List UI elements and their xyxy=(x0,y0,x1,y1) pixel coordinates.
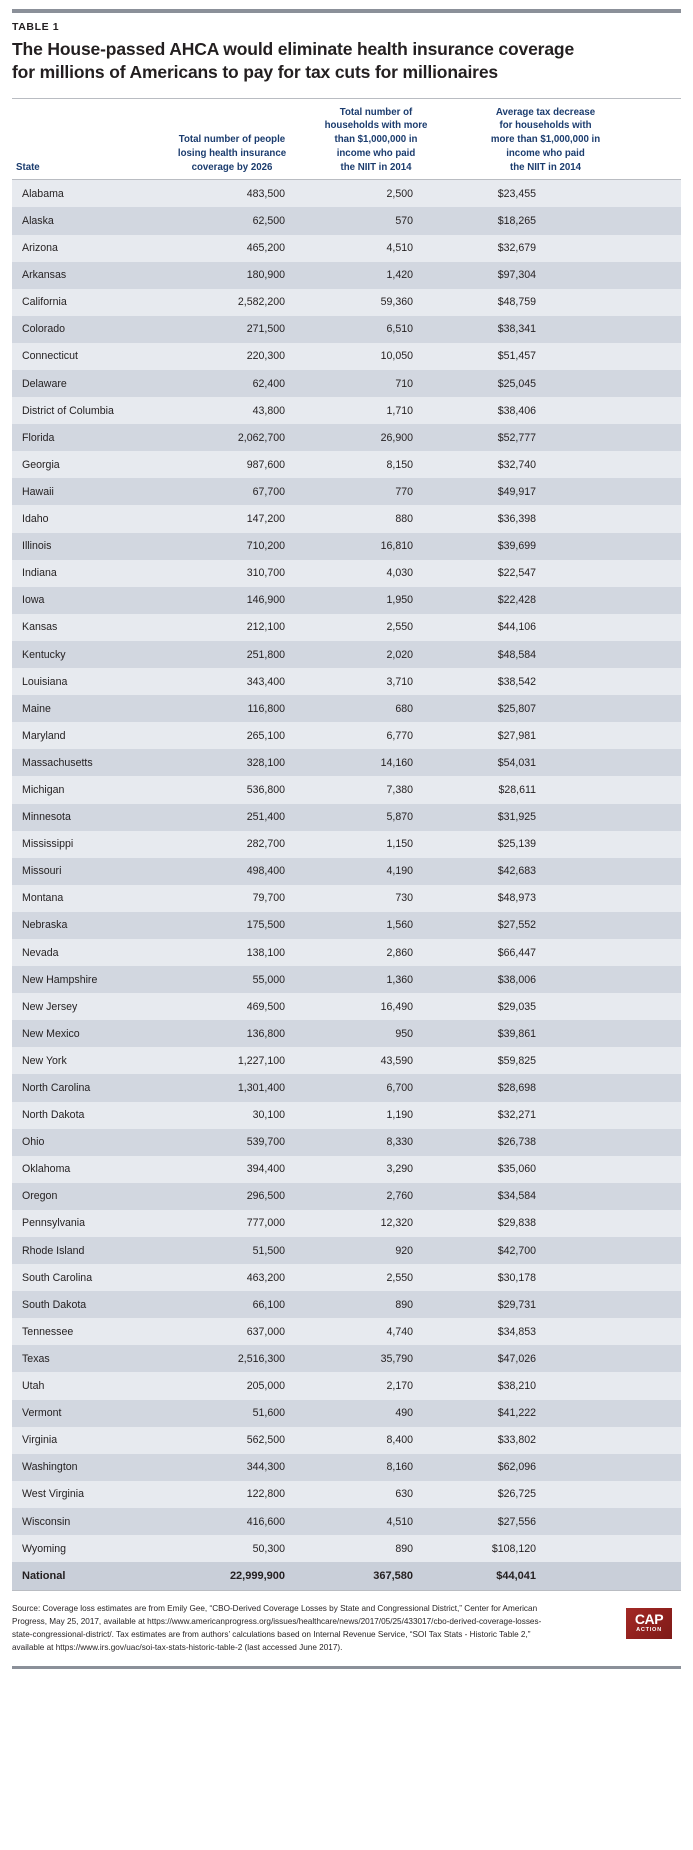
cell-state: Arkansas xyxy=(22,269,67,282)
cell-households: 10,050 xyxy=(380,350,413,363)
cell-households: 570 xyxy=(395,215,413,227)
cell-coverage: 282,700 xyxy=(246,838,285,851)
cell-state: New Jersey xyxy=(22,1000,78,1013)
cell-state: Oregon xyxy=(22,1190,58,1203)
cell-tax-decrease: $32,271 xyxy=(497,1109,536,1122)
cell-state: National xyxy=(22,1569,66,1582)
cell-households: 35,790 xyxy=(380,1352,413,1365)
cell-state: New Hampshire xyxy=(22,973,98,986)
table-row xyxy=(12,343,681,370)
cell-households: 770 xyxy=(395,485,413,498)
cell-state: Wisconsin xyxy=(22,1515,71,1528)
cell-coverage: 483,500 xyxy=(246,187,285,200)
source-note xyxy=(12,1602,602,1655)
cell-coverage: 2,062,700 xyxy=(237,431,285,444)
cell-coverage: 116,800 xyxy=(247,702,285,715)
cell-coverage: 987,600 xyxy=(246,458,285,471)
table-row xyxy=(12,1047,681,1074)
cell-households: 4,030 xyxy=(386,567,413,580)
cell-state: Kentucky xyxy=(22,648,66,661)
cell-coverage: 271,500 xyxy=(246,323,285,336)
column-header-households-line-5: the NIIT in 2014 xyxy=(340,161,412,173)
column-header-state-line-1: State xyxy=(16,161,40,173)
column-header-tax-decrease-line-2: for households with xyxy=(499,120,592,132)
table-row xyxy=(12,235,681,262)
cell-tax-decrease: $38,341 xyxy=(497,323,536,336)
cell-state: Connecticut xyxy=(22,350,78,363)
cell-coverage: 122,800 xyxy=(246,1488,285,1501)
column-header-tax-decrease-line-4: income who paid xyxy=(506,147,585,159)
cell-coverage: 416,600 xyxy=(246,1515,285,1528)
column-header-state xyxy=(12,161,168,175)
column-header-tax-decrease-line-5: the NIIT in 2014 xyxy=(509,161,582,173)
title-line-2: for millions of Americans to pay for tax cuts for millionaires xyxy=(12,62,498,83)
cell-households: 4,510 xyxy=(386,242,413,255)
cell-tax-decrease: $28,698 xyxy=(497,1082,536,1094)
cell-state: Ohio xyxy=(22,1136,45,1149)
cell-coverage: 180,900 xyxy=(246,269,285,282)
cell-coverage: 777,000 xyxy=(246,1217,285,1230)
cell-tax-decrease: $22,428 xyxy=(497,594,536,607)
cell-tax-decrease: $48,973 xyxy=(497,892,536,905)
cell-households: 730 xyxy=(395,892,413,905)
cell-tax-decrease: $52,777 xyxy=(497,431,536,444)
cell-tax-decrease: $59,825 xyxy=(497,1054,536,1067)
cell-coverage: 22,999,900 xyxy=(229,1569,285,1582)
table-row xyxy=(12,1183,681,1210)
cell-state: New Mexico xyxy=(22,1027,80,1040)
cell-coverage: 1,227,100 xyxy=(237,1054,285,1067)
cell-tax-decrease: $32,679 xyxy=(497,242,536,255)
table-row xyxy=(12,1074,681,1101)
cell-state: Arizona xyxy=(22,242,58,255)
cell-tax-decrease: $38,006 xyxy=(497,973,536,986)
cell-state: Tennessee xyxy=(22,1325,74,1338)
cell-tax-decrease: $44,041 xyxy=(496,1569,536,1582)
cell-coverage: 463,200 xyxy=(246,1271,285,1284)
cell-tax-decrease: $26,725 xyxy=(497,1488,536,1501)
column-header-households-line-1: Total number of xyxy=(339,106,413,118)
cell-coverage: 175,500 xyxy=(246,919,285,932)
cell-state: California xyxy=(22,296,67,309)
column-header-tax-decrease xyxy=(474,106,662,175)
cell-tax-decrease: $38,542 xyxy=(497,675,536,688)
cell-state: Maine xyxy=(22,702,51,715)
cell-coverage: 296,500 xyxy=(246,1190,285,1203)
table-row xyxy=(12,1102,681,1129)
title-line-1: The House-passed AHCA would eliminate health insurance coverage xyxy=(12,39,575,59)
cell-coverage: 465,200 xyxy=(246,242,285,255)
cell-coverage: 138,100 xyxy=(246,946,285,959)
cell-tax-decrease: $35,060 xyxy=(497,1163,536,1176)
cell-state: District of Columbia xyxy=(22,404,114,417)
cell-state: Delaware xyxy=(22,377,67,390)
table-row xyxy=(12,1481,681,1508)
cell-state: Illinois xyxy=(22,540,52,553)
cell-tax-decrease: $30,178 xyxy=(497,1271,536,1284)
column-header-coverage-line-3: coverage by 2026 xyxy=(191,161,273,173)
cell-tax-decrease: $31,925 xyxy=(497,811,536,824)
cell-state: Nebraska xyxy=(22,919,68,932)
cell-tax-decrease: $25,807 xyxy=(497,702,536,715)
cell-coverage: 2,582,200 xyxy=(237,296,285,309)
cell-coverage: 394,400 xyxy=(246,1163,285,1176)
cell-households: 59,360 xyxy=(380,296,413,309)
cell-coverage: 220,300 xyxy=(246,350,285,363)
cell-state: Kansas xyxy=(22,621,58,634)
cell-households: 4,740 xyxy=(386,1325,413,1338)
cell-tax-decrease: $29,731 xyxy=(497,1298,536,1311)
cell-households: 16,490 xyxy=(380,1000,413,1013)
cell-households: 2,550 xyxy=(386,621,413,634)
cell-households: 43,590 xyxy=(380,1054,413,1067)
cell-state: West Virginia xyxy=(22,1488,85,1501)
cell-coverage: 2,516,300 xyxy=(237,1352,285,1365)
cell-tax-decrease: $39,861 xyxy=(497,1027,536,1040)
cell-state: Nevada xyxy=(22,946,59,959)
table-row xyxy=(12,207,681,234)
cell-coverage: 136,800 xyxy=(246,1027,285,1040)
column-header-tax-decrease-line-3: more than $1,000,000 in xyxy=(490,134,601,146)
source-line-2: Progress, May 25, 2017, available at https://www.americanprogress.org/issues/healthcare/news/2017/05/25/433017/cbo-derived-coverage-losses- xyxy=(12,1616,542,1626)
cell-state: Idaho xyxy=(22,513,49,526)
cell-state: Florida xyxy=(22,431,55,444)
cell-households: 8,150 xyxy=(386,458,413,471)
table-row xyxy=(12,370,681,397)
cell-state: Alaska xyxy=(22,215,54,227)
cell-households: 26,900 xyxy=(380,431,413,444)
page-title xyxy=(12,38,681,85)
table-row xyxy=(12,1291,681,1318)
cell-coverage: 212,100 xyxy=(246,621,285,634)
cell-tax-decrease: $36,398 xyxy=(497,513,536,526)
cell-households: 2,020 xyxy=(386,648,413,661)
cell-coverage: 147,200 xyxy=(246,513,285,526)
cell-state: North Dakota xyxy=(22,1109,85,1122)
cell-tax-decrease: $18,265 xyxy=(497,215,536,227)
cell-state: Iowa xyxy=(22,594,45,607)
cell-coverage: 344,300 xyxy=(246,1461,285,1474)
footer xyxy=(12,1602,681,1658)
cell-households: 6,510 xyxy=(386,323,413,336)
cell-households: 1,420 xyxy=(386,269,413,282)
cell-households: 890 xyxy=(395,1542,413,1555)
cell-households: 1,710 xyxy=(386,404,413,417)
table-row xyxy=(12,560,681,587)
cell-coverage: 146,900 xyxy=(246,594,285,607)
table-row xyxy=(12,533,681,560)
cell-state: Alabama xyxy=(22,187,64,200)
cell-coverage: 251,400 xyxy=(246,811,285,824)
cell-households: 1,360 xyxy=(386,973,413,986)
cell-coverage: 539,700 xyxy=(246,1136,285,1149)
table-body xyxy=(12,180,681,1589)
table-row xyxy=(12,749,681,776)
table-row xyxy=(12,614,681,641)
table-row xyxy=(12,316,681,343)
table-row xyxy=(12,1427,681,1454)
cell-tax-decrease: $32,740 xyxy=(497,458,536,471)
cell-tax-decrease: $97,304 xyxy=(497,269,536,282)
table-row xyxy=(12,1318,681,1345)
cell-tax-decrease: $38,406 xyxy=(497,404,536,417)
cell-tax-decrease: $41,222 xyxy=(497,1407,536,1420)
table-row xyxy=(12,1020,681,1047)
cell-coverage: 251,800 xyxy=(246,648,285,661)
cell-tax-decrease: $34,584 xyxy=(497,1190,536,1203)
cell-households: 2,760 xyxy=(386,1190,413,1203)
table-row xyxy=(12,966,681,993)
cell-state: Wyoming xyxy=(22,1542,67,1555)
table-row xyxy=(12,1129,681,1156)
table-row xyxy=(12,885,681,912)
cell-tax-decrease: $23,455 xyxy=(497,187,536,200)
cell-tax-decrease: $54,031 xyxy=(497,756,536,769)
table-row xyxy=(12,505,681,532)
cell-tax-decrease: $42,683 xyxy=(497,865,536,878)
cell-tax-decrease: $26,738 xyxy=(497,1136,536,1149)
table-row xyxy=(12,180,681,207)
table-row xyxy=(12,587,681,614)
cell-households: 1,190 xyxy=(386,1109,413,1122)
cell-coverage: 1,301,400 xyxy=(237,1082,285,1094)
cell-coverage: 710,200 xyxy=(246,540,285,553)
table-label: TABLE 1 xyxy=(12,21,60,33)
cell-households: 630 xyxy=(395,1488,413,1501)
cell-coverage: 51,500 xyxy=(252,1244,285,1257)
cell-households: 14,160 xyxy=(380,756,413,769)
table-row xyxy=(12,831,681,858)
cell-households: 920 xyxy=(395,1244,413,1257)
table-row xyxy=(12,1535,681,1562)
table-row xyxy=(12,424,681,451)
cell-tax-decrease: $27,981 xyxy=(497,729,536,742)
cell-households: 890 xyxy=(395,1298,413,1311)
table-row xyxy=(12,397,681,424)
cell-coverage: 343,400 xyxy=(246,675,285,688)
cell-households: 16,810 xyxy=(380,540,413,553)
cell-tax-decrease: $62,096 xyxy=(497,1461,536,1474)
cell-households: 4,190 xyxy=(386,865,413,878)
cap-action-logo xyxy=(626,1608,672,1639)
table-row xyxy=(12,776,681,803)
cell-coverage: 43,800 xyxy=(252,404,285,417)
table-row xyxy=(12,451,681,478)
cell-state: Utah xyxy=(22,1380,45,1393)
table-row xyxy=(12,722,681,749)
cell-tax-decrease: $29,838 xyxy=(497,1217,536,1230)
cell-tax-decrease: $66,447 xyxy=(497,946,536,959)
source-line-1: Source: Coverage loss estimates are from Emily Gee, “CBO-Derived Coverage Losses by State and Congressional District,” Center for American xyxy=(12,1603,538,1613)
cell-households: 680 xyxy=(395,702,413,715)
column-header-households-line-3: than $1,000,000 in xyxy=(334,134,418,146)
table-row xyxy=(12,1508,681,1535)
cell-state: Texas xyxy=(22,1352,50,1365)
table-row xyxy=(12,1454,681,1481)
table-row xyxy=(12,695,681,722)
cap-action-logo-secondary: ACTION xyxy=(636,1627,662,1634)
table-row xyxy=(12,289,681,316)
cell-coverage: 62,400 xyxy=(252,377,285,390)
cell-tax-decrease: $39,699 xyxy=(497,540,536,553)
cell-state: Pennsylvania xyxy=(22,1217,86,1230)
cell-coverage: 205,000 xyxy=(246,1380,285,1393)
table-row xyxy=(12,668,681,695)
cell-households: 6,770 xyxy=(386,729,413,742)
cell-households: 1,560 xyxy=(386,919,413,932)
cell-state: Massachusetts xyxy=(22,756,93,769)
cell-coverage: 66,100 xyxy=(252,1298,285,1311)
cell-households: 880 xyxy=(395,513,413,526)
cell-coverage: 637,000 xyxy=(246,1325,285,1338)
cell-tax-decrease: $34,853 xyxy=(497,1325,536,1338)
table-row xyxy=(12,1345,681,1372)
cell-state: Minnesota xyxy=(22,811,71,824)
cell-households: 1,950 xyxy=(386,594,413,607)
table-header-row xyxy=(12,99,681,180)
table-row xyxy=(12,858,681,885)
column-header-coverage xyxy=(168,133,303,174)
cell-tax-decrease: $29,035 xyxy=(497,1000,536,1013)
cell-state: New York xyxy=(22,1054,67,1067)
table-row xyxy=(12,1237,681,1264)
table-row xyxy=(12,993,681,1020)
cell-coverage: 469,500 xyxy=(246,1000,285,1013)
cell-households: 8,330 xyxy=(386,1136,413,1149)
cell-tax-decrease: $25,139 xyxy=(497,838,536,851)
column-header-households xyxy=(303,106,474,175)
bottom-divider xyxy=(12,1666,681,1669)
cell-tax-decrease: $42,700 xyxy=(497,1244,536,1257)
cell-households: 3,710 xyxy=(386,675,413,688)
cell-tax-decrease: $44,106 xyxy=(497,621,536,634)
table-page xyxy=(0,9,693,1850)
top-divider xyxy=(12,9,681,13)
cell-households: 8,400 xyxy=(386,1434,413,1447)
cell-households: 8,160 xyxy=(386,1461,413,1474)
cell-coverage: 51,600 xyxy=(252,1407,285,1420)
cell-state: South Dakota xyxy=(22,1298,87,1311)
cell-tax-decrease: $108,120 xyxy=(491,1542,536,1555)
cell-tax-decrease: $28,611 xyxy=(498,783,536,796)
table-row xyxy=(12,1264,681,1291)
table-row xyxy=(12,1210,681,1237)
cell-households: 950 xyxy=(395,1027,413,1040)
cell-state: Maryland xyxy=(22,729,66,742)
cell-tax-decrease: $49,917 xyxy=(497,485,536,498)
cell-state: Mississippi xyxy=(22,838,74,851)
cell-state: Louisiana xyxy=(22,675,68,688)
cell-households: 7,380 xyxy=(386,783,413,796)
cell-state: Virginia xyxy=(22,1434,58,1447)
cell-tax-decrease: $27,552 xyxy=(497,919,536,932)
source-line-4: available at https://www.irs.gov/uac/soi-tax-stats-historic-table-2 (last accessed June 2017). xyxy=(12,1643,343,1653)
cell-state: Vermont xyxy=(22,1407,62,1420)
cell-state: Washington xyxy=(22,1461,78,1474)
cell-state: Michigan xyxy=(22,783,65,796)
cell-state: Oklahoma xyxy=(22,1163,71,1176)
cell-coverage: 67,700 xyxy=(252,485,285,498)
body-bottom-divider xyxy=(12,1590,681,1591)
cell-coverage: 265,100 xyxy=(246,729,285,742)
cell-households: 2,550 xyxy=(386,1271,413,1284)
cell-state: Hawaii xyxy=(22,485,54,498)
cell-households: 367,580 xyxy=(373,1569,413,1582)
table-row xyxy=(12,1372,681,1399)
cap-action-logo-primary: CAP xyxy=(634,1611,664,1628)
cell-coverage: 30,100 xyxy=(252,1109,285,1122)
column-header-coverage-line-1: Total number of people xyxy=(178,134,286,146)
cell-households: 1,150 xyxy=(386,838,413,851)
cell-coverage: 562,500 xyxy=(246,1434,285,1447)
cell-coverage: 79,700 xyxy=(252,892,285,905)
column-header-tax-decrease-line-1: Average tax decrease xyxy=(495,106,596,118)
cell-coverage: 536,800 xyxy=(246,783,285,796)
cell-tax-decrease: $38,210 xyxy=(497,1380,536,1393)
cell-households: 4,510 xyxy=(386,1515,413,1528)
table-row xyxy=(12,1156,681,1183)
table-total-row xyxy=(12,1562,681,1590)
cell-coverage: 310,700 xyxy=(246,567,285,580)
table-row xyxy=(12,939,681,966)
cell-tax-decrease: $25,045 xyxy=(497,377,536,390)
cell-state: Montana xyxy=(22,892,64,905)
cell-coverage: 62,500 xyxy=(252,215,285,227)
cell-households: 2,860 xyxy=(386,946,413,959)
cell-tax-decrease: $47,026 xyxy=(497,1352,536,1365)
cell-tax-decrease: $22,547 xyxy=(497,567,536,580)
table-row xyxy=(12,804,681,831)
cell-tax-decrease: $48,759 xyxy=(497,296,536,309)
column-header-households-line-4: income who paid xyxy=(336,147,416,159)
cell-coverage: 498,400 xyxy=(246,865,285,878)
cell-coverage: 50,300 xyxy=(252,1542,285,1555)
table-row xyxy=(12,912,681,939)
cell-tax-decrease: $27,556 xyxy=(497,1515,536,1528)
cell-state: Indiana xyxy=(22,567,57,580)
column-header-households-line-2: households with more xyxy=(324,120,428,132)
table-row xyxy=(12,478,681,505)
cell-households: 12,320 xyxy=(380,1217,413,1230)
cell-coverage: 55,000 xyxy=(252,973,285,986)
cell-households: 2,170 xyxy=(386,1380,413,1393)
cell-households: 2,500 xyxy=(386,187,413,200)
source-line-3: state-congressional-district/. Tax estimates are from authors’ calculations based on Internal Revenue Service, “SOI Tax Stats - Historic Table 2,” xyxy=(12,1630,531,1640)
cell-coverage: 328,100 xyxy=(246,756,285,769)
table-row xyxy=(12,1400,681,1427)
cell-state: North Carolina xyxy=(22,1082,91,1094)
cell-state: Missouri xyxy=(22,865,62,878)
cell-state: Rhode Island xyxy=(22,1244,85,1257)
cell-state: South Carolina xyxy=(22,1271,93,1284)
cell-tax-decrease: $51,457 xyxy=(497,350,536,363)
cell-households: 5,870 xyxy=(386,811,413,824)
column-header-coverage-line-2: losing health insurance xyxy=(177,147,287,159)
table-row xyxy=(12,262,681,289)
table-row xyxy=(12,641,681,668)
cell-households: 710 xyxy=(395,377,413,390)
cell-tax-decrease: $33,802 xyxy=(497,1434,536,1447)
cell-households: 3,290 xyxy=(386,1163,413,1176)
cell-state: Georgia xyxy=(22,458,60,471)
cell-households: 6,700 xyxy=(386,1082,413,1094)
cell-households: 490 xyxy=(395,1407,413,1420)
cell-tax-decrease: $48,584 xyxy=(497,648,536,661)
cell-state: Colorado xyxy=(22,323,65,336)
